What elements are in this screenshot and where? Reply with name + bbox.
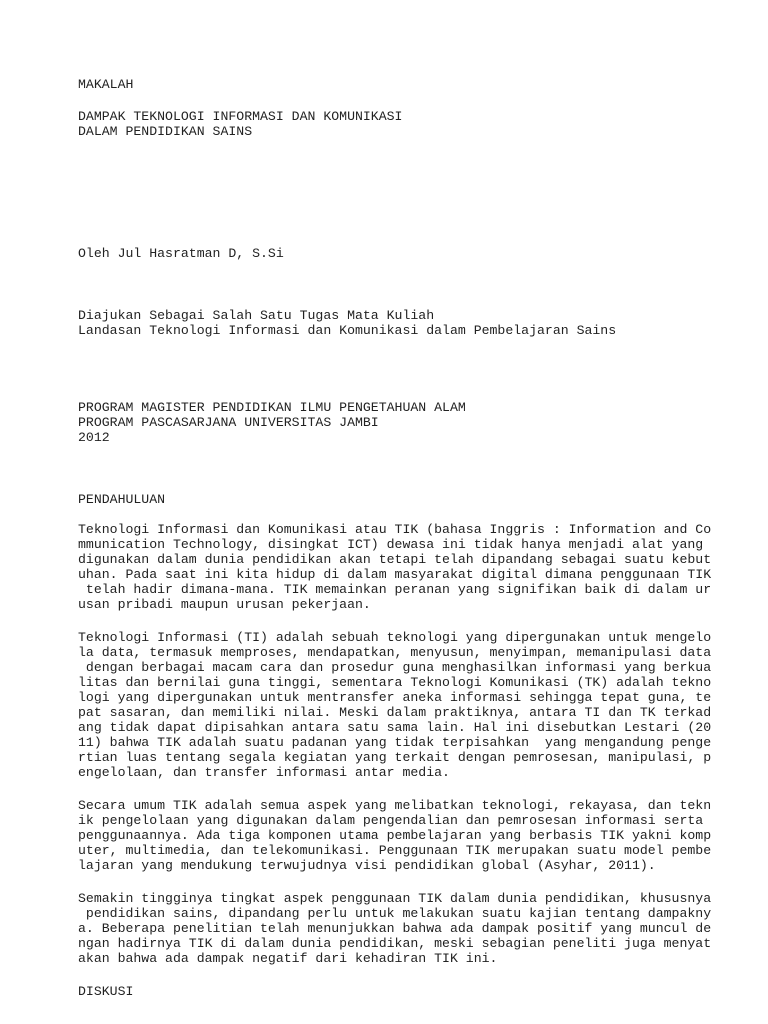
paragraph-4-line: a. Beberapa penelitian telah menunjukkan bahwa ada dampak positif yang muncul de xyxy=(78,921,712,936)
paragraph-3-line: uter, multimedia, dan telekomunikasi. Penggunaan TIK merupakan suatu model pembe xyxy=(78,843,712,858)
paragraph-1-line: usan pribadi maupun urusan pekerjaan. xyxy=(78,597,371,612)
author-line: Oleh Jul Hasratman D, S.Si xyxy=(78,246,284,261)
section-heading-intro: PENDAHULUAN xyxy=(78,492,166,507)
institution-year: 2012 xyxy=(78,430,110,445)
paragraph-1-line: digunakan dalam dunia pendidikan akan tetapi telah dipandang sebagai suatu kebut xyxy=(78,552,712,567)
paragraph-3-line: ik pengelolaan yang digunakan dalam pengendalian dan pemrosesan informasi serta xyxy=(78,813,704,828)
paragraph-4-line: ngan hadirnya TIK di dalam dunia pendidikan, meski sebagian peneliti juga menyat xyxy=(78,936,712,951)
submission-line-2: Landasan Teknologi Informasi dan Komunikasi dalam Pembelajaran Sains xyxy=(78,323,617,338)
section-heading-discussion: DISKUSI xyxy=(78,984,134,999)
paragraph-2-line: dengan berbagai macam cara dan prosedur guna menghasilkan informasi yang berkua xyxy=(78,660,712,675)
paragraph-1-line: mmunication Technology, disingkat ICT) dewasa ini tidak hanya menjadi alat yang xyxy=(78,537,704,552)
paragraph-3-line: Secara umum TIK adalah semua aspek yang melibatkan teknologi, rekayasa, dan tekn xyxy=(78,798,712,813)
title-line-2: DALAM PENDIDIKAN SAINS xyxy=(78,124,253,139)
paragraph-4-line: pendidikan sains, dipandang perlu untuk melakukan suatu kajian tentang dampakny xyxy=(78,906,712,921)
paragraph-2-line: pat sasaran, dan memiliki nilai. Meski dalam praktiknya, antara TI dan TK terkad xyxy=(78,705,712,720)
institution-line-1: PROGRAM MAGISTER PENDIDIKAN ILMU PENGETAHUAN ALAM xyxy=(78,400,466,415)
submission-line-1: Diajukan Sebagai Salah Satu Tugas Mata Kuliah xyxy=(78,308,435,323)
title-line-1: DAMPAK TEKNOLOGI INFORMASI DAN KOMUNIKASI xyxy=(78,109,403,124)
paragraph-2-line: rtian luas tentang segala kegiatan yang terkait dengan pemrosesan, manipulasi, p xyxy=(78,750,712,765)
paragraph-3-line: lajaran yang mendukung terwujudnya visi pendidikan global (Asyhar, 2011). xyxy=(78,858,656,873)
paragraph-1-line: uhan. Pada saat ini kita hidup di dalam masyarakat digital dimana penggunaan TIK xyxy=(78,567,712,582)
paragraph-2-line: logi yang dipergunakan untuk mentransfer aneka informasi sehingga tepat guna, te xyxy=(78,690,712,705)
paragraph-4-line: akan bahwa ada dampak negatif dari kehadiran TIK ini. xyxy=(78,951,498,966)
paragraph-1-line: Teknologi Informasi dan Komunikasi atau TIK (bahasa Inggris : Information and Co xyxy=(78,522,712,537)
doc-heading: MAKALAH xyxy=(78,77,134,92)
paragraph-2-line: Teknologi Informasi (TI) adalah sebuah teknologi yang dipergunakan untuk mengelo xyxy=(78,630,712,645)
paragraph-2-line: ang tidak dapat dipisahkan antara satu sama lain. Hal ini disebutkan Lestari (20 xyxy=(78,720,712,735)
paragraph-1-line: telah hadir dimana-mana. TIK memainkan peranan yang signifikan baik di dalam ur xyxy=(78,582,712,597)
institution-line-2: PROGRAM PASCASARJANA UNIVERSITAS JAMBI xyxy=(78,415,379,430)
paragraph-2-line: 11) bahwa TIK adalah suatu padanan yang tidak terpisahkan yang mengandung penge xyxy=(78,735,712,750)
paragraph-2-line: la data, termasuk memproses, mendapatkan, menyusun, menyimpan, memanipulasi data xyxy=(78,645,712,660)
paragraph-2-line: litas dan bernilai guna tinggi, sementara Teknologi Komunikasi (TK) adalah tekno xyxy=(78,675,712,690)
paragraph-3-line: penggunaannya. Ada tiga komponen utama pembelajaran yang berbasis TIK yakni komp xyxy=(78,828,712,843)
paragraph-2-line: engelolaan, dan transfer informasi antar media. xyxy=(78,765,450,780)
paragraph-4-line: Semakin tingginya tingkat aspek penggunaan TIK dalam dunia pendidikan, khususnya xyxy=(78,891,712,906)
